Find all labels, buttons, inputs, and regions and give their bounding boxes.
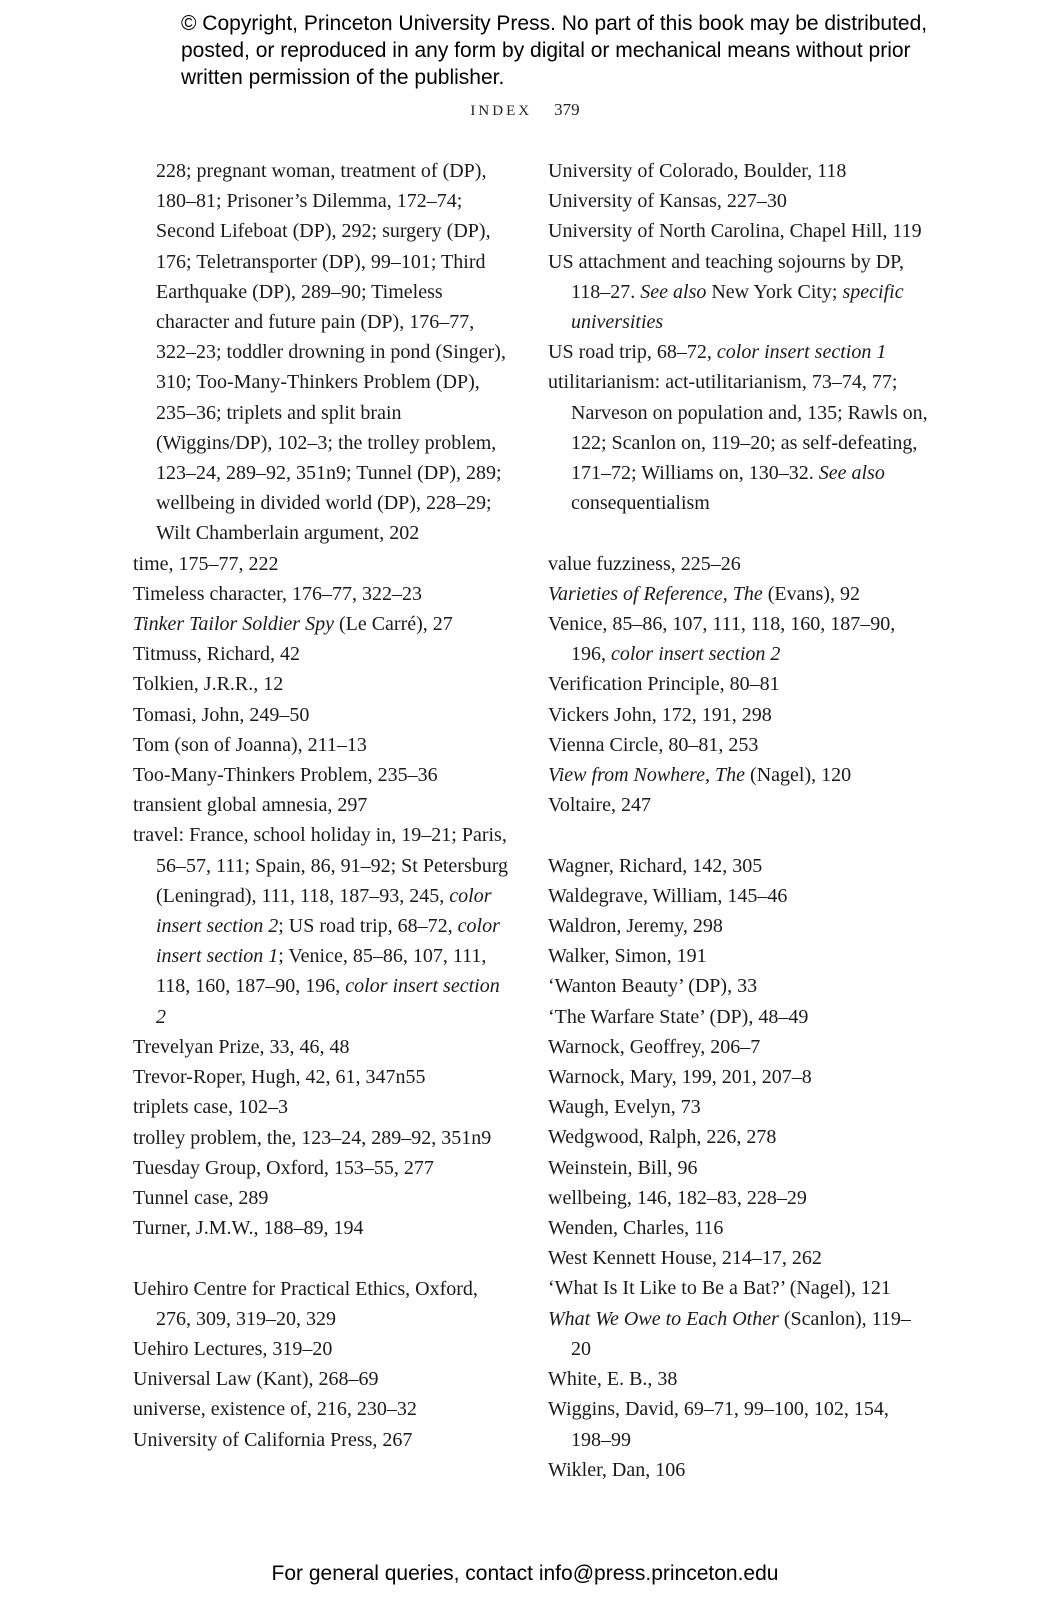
- index-entry: [548, 1153, 928, 1183]
- index-entry-text: (Nagel), 120: [745, 764, 852, 787]
- index-entry: [548, 730, 928, 760]
- index-entry-text: Venice, 85–86, 107, 111, 118, 160, 187–90, 196,: [548, 613, 896, 666]
- index-entry-text: Tuesday Group, Oxford, 153–55, 277: [133, 1156, 434, 1179]
- index-entry-text: wellbeing, 146, 182–83, 228–29: [548, 1186, 807, 1209]
- index-entry-italic-text: Tinker Tailor Soldier Spy: [133, 613, 334, 636]
- index-entry-italic-text: View from Nowhere, The: [548, 764, 746, 787]
- index-entry-text: Vienna Circle, 80–81, 253: [548, 733, 759, 756]
- index-entry: [548, 1394, 928, 1454]
- contact-footer: For general queries, contact info@press.princeton.edu: [271, 1562, 779, 1585]
- index-entry-italic-text: color insert section 1: [716, 341, 887, 364]
- index-entry-italic-text: What We Owe to Each Other: [548, 1307, 779, 1330]
- index-entry-text: Waugh, Evelyn, 73: [548, 1096, 701, 1119]
- index-entry-text: utilitarianism: act-utilitarianism, 73–74, 77; Narveson on population and, 135; Rawls on, 122; Scanlon on, 119–20; as self-defeating, 171–72; Williams on, 130–32.: [548, 371, 928, 485]
- index-entry: [548, 367, 928, 518]
- index-entry: [548, 1243, 928, 1273]
- index-entry-text: travel: France, school holiday in, 19–21; Paris, 56–57, 111; Spain, 86, 91–92; St Petersburg (Leningrad), 111, 118, 187–93, 245,: [133, 824, 509, 907]
- index-entry-text: Too-Many-Thinkers Problem, 235–36: [133, 764, 438, 787]
- index-entry: [548, 1092, 928, 1122]
- index-entry-text: Uehiro Centre for Practical Ethics, Oxford, 276, 309, 319–20, 329: [133, 1277, 478, 1330]
- index-entry: [548, 609, 928, 669]
- index-entry: [133, 156, 513, 549]
- index-entry: [133, 579, 513, 609]
- section-title: INDEX: [470, 103, 533, 119]
- index-entry-text: Walker, Simon, 191: [548, 945, 707, 968]
- index-entry: [548, 941, 928, 971]
- index-entry: [548, 971, 928, 1001]
- index-entry-italic-text: color insert section 2: [156, 884, 492, 938]
- index-entry: [133, 790, 513, 820]
- index-entry: [548, 579, 928, 609]
- index-entry: [548, 1002, 928, 1032]
- index-entry: [133, 1092, 513, 1122]
- index-entry-text: ; Venice, 85–86, 107, 111, 118, 160, 187–90, 196,: [156, 945, 487, 998]
- index-entry: [548, 851, 928, 881]
- index-column-right: [548, 156, 928, 1485]
- index-entry: [133, 549, 513, 579]
- index-entry-italic-text: See also: [640, 280, 707, 303]
- index-entry-text: Trevelyan Prize, 33, 46, 48: [133, 1035, 350, 1058]
- index-entry-text: transient global amnesia, 297: [133, 794, 368, 817]
- index-entry: [133, 760, 513, 790]
- index-entry-text: consequentialism: [571, 492, 710, 515]
- index-entry-text: Trevor-Roper, Hugh, 42, 61, 347n55: [133, 1066, 426, 1089]
- index-entry-text: Verification Principle, 80–81: [548, 673, 780, 696]
- index-entry: [133, 639, 513, 669]
- copyright-notice: © Copyright, Princeton University Press. No part of this book may be distributed, posted, or reproduced in any form by digital or mechanical means without prior written permission of the publisher.: [181, 12, 928, 89]
- index-entry: [133, 1334, 513, 1364]
- index-entry: [133, 1032, 513, 1062]
- index-entry: [548, 911, 928, 941]
- index-entry-text: Titmuss, Richard, 42: [133, 643, 301, 666]
- index-entry-text: Wiggins, David, 69–71, 99–100, 102, 154, 198–99: [548, 1398, 889, 1451]
- index-entry: [548, 760, 928, 790]
- index-entry-italic-text: specific universities: [571, 280, 904, 334]
- index-entry: [548, 790, 928, 820]
- index-entry: [548, 881, 928, 911]
- index-entry: [133, 669, 513, 699]
- index-entry: [133, 1123, 513, 1153]
- index-column-left: [133, 156, 513, 1455]
- index-entry: [548, 247, 928, 338]
- index-entry: [133, 609, 513, 639]
- index-entry-text: Uehiro Lectures, 319–20: [133, 1337, 333, 1360]
- index-entry-text: Vickers John, 172, 191, 298: [548, 703, 772, 726]
- index-entry-text: Tolkien, J.R.R., 12: [133, 673, 284, 696]
- index-entry: [133, 1183, 513, 1213]
- index-entry-text: ‘What Is It Like to Be a Bat?’ (Nagel), 121: [548, 1277, 891, 1300]
- index-entry-text: Wedgwood, Ralph, 226, 278: [548, 1126, 777, 1149]
- index-entry: [133, 1364, 513, 1394]
- index-entry-text: University of North Carolina, Chapel Hill, 119: [548, 220, 922, 243]
- index-entry-text: (Evans), 92: [762, 582, 860, 605]
- index-entry-text: Turner, J.M.W., 188–89, 194: [133, 1217, 364, 1240]
- index-entry: [548, 1032, 928, 1062]
- index-entry-text: value fuzziness, 225–26: [548, 552, 741, 575]
- index-entry: [548, 186, 928, 216]
- index-entry-italic-text: color insert section 2: [611, 643, 781, 666]
- index-entry: [548, 1122, 928, 1152]
- index-entry-text: US attachment and teaching sojourns by DP, 118–27.: [548, 250, 905, 303]
- index-entry: [548, 1273, 928, 1303]
- index-entry-text: ; US road trip, 68–72,: [278, 915, 458, 938]
- index-entry: [548, 156, 928, 186]
- index-entry-text: Tom (son of Joanna), 211–13: [133, 733, 367, 756]
- index-entry-text: University of California Press, 267: [133, 1428, 413, 1451]
- index-entry: [548, 1304, 928, 1364]
- page-number: 379: [554, 100, 580, 119]
- index-entry: [133, 1153, 513, 1183]
- index-entry-text: Wagner, Richard, 142, 305: [548, 854, 763, 877]
- index-entry-text: Waldron, Jeremy, 298: [548, 915, 723, 938]
- index-entry-text: University of Colorado, Boulder, 118: [548, 160, 847, 182]
- index-entry-text: Wenden, Charles, 116: [548, 1217, 724, 1240]
- index-entry-text: triplets case, 102–3: [133, 1096, 288, 1119]
- index-entry-italic-text: color insert section 1: [156, 915, 500, 968]
- index-entry-text: Wikler, Dan, 106: [548, 1458, 686, 1481]
- index-entry-text: Universal Law (Kant), 268–69: [133, 1368, 379, 1391]
- index-entry: [133, 700, 513, 730]
- index-entry-text: Voltaire, 247: [548, 794, 651, 817]
- index-entry: [133, 1394, 513, 1424]
- index-entry: [133, 1274, 513, 1334]
- index-entry-text: universe, existence of, 216, 230–32: [133, 1398, 417, 1421]
- index-entry: [548, 549, 928, 579]
- index-entry: [548, 1455, 928, 1485]
- index-entry-text: 228; pregnant woman, treatment of (DP), 180–81; Prisoner’s Dilemma, 172–74; Second Lifeboat (DP), 292; surgery (DP), 176; Teletransporter (DP), 99–101; Third Earthquake (DP), 289–90; Timeless character and future pain (DP), 176–77, 322–23; toddler drowning in pond (Singer), 310; Too-Many-Thinkers Problem (DP), 235–36; triplets and split brain (Wiggins/DP), 102–3; the trolley problem, 123–24, 289–92, 351n9; Tunnel (DP), 289; wellbeing in divided world (DP), 228–29; Wilt Chamberlain argument, 202: [156, 160, 506, 545]
- index-entry-text: ‘Wanton Beauty’ (DP), 33: [548, 975, 758, 998]
- index-entry-text: Waldegrave, William, 145–46: [548, 884, 788, 907]
- index-entry: [548, 216, 928, 246]
- index-entry: [133, 1062, 513, 1092]
- index-entry-text: ‘The Warfare State’ (DP), 48–49: [548, 1005, 809, 1028]
- running-head: [0, 100, 1050, 120]
- index-entry: [133, 820, 513, 1031]
- index-entry-text: time, 175–77, 222: [133, 552, 279, 575]
- index-entry-italic-text: color insert section 2: [156, 975, 500, 1028]
- index-entry: [548, 669, 928, 699]
- index-entry-text: West Kennett House, 214–17, 262: [548, 1247, 822, 1270]
- index-entry-text: Tunnel case, 289: [133, 1186, 269, 1209]
- index-entry: [548, 1183, 928, 1213]
- index-entry-text: New York City;: [706, 280, 843, 303]
- index-entry-text: Warnock, Mary, 199, 201, 207–8: [548, 1066, 812, 1089]
- index-entry: [548, 337, 928, 367]
- index-entry: [548, 1213, 928, 1243]
- index-entry-text: Tomasi, John, 249–50: [133, 703, 310, 726]
- index-entry-text: Timeless character, 176–77, 322–23: [133, 582, 422, 605]
- index-entry-text: Weinstein, Bill, 96: [548, 1156, 698, 1179]
- index-entry: [133, 730, 513, 760]
- index-entry: [548, 1062, 928, 1092]
- index-entry-text: University of Kansas, 227–30: [548, 190, 787, 213]
- index-entry-text: (Le Carré), 27: [333, 613, 453, 636]
- index-entry: [133, 1213, 513, 1243]
- index-entry-text: trolley problem, the, 123–24, 289–92, 351n9: [133, 1126, 492, 1149]
- index-entry-text: Warnock, Geoffrey, 206–7: [548, 1035, 761, 1058]
- index-entry-text: (Scanlon), 119–20: [571, 1307, 911, 1360]
- index-entry-italic-text: Varieties of Reference, The: [548, 582, 763, 605]
- index-entry: [548, 1364, 928, 1394]
- index-entry-text: White, E. B., 38: [548, 1368, 678, 1391]
- index-entry: [133, 1425, 513, 1455]
- index-entry-italic-text: See also: [818, 462, 885, 485]
- index-entry-text: US road trip, 68–72,: [548, 341, 717, 364]
- index-entry: [548, 700, 928, 730]
